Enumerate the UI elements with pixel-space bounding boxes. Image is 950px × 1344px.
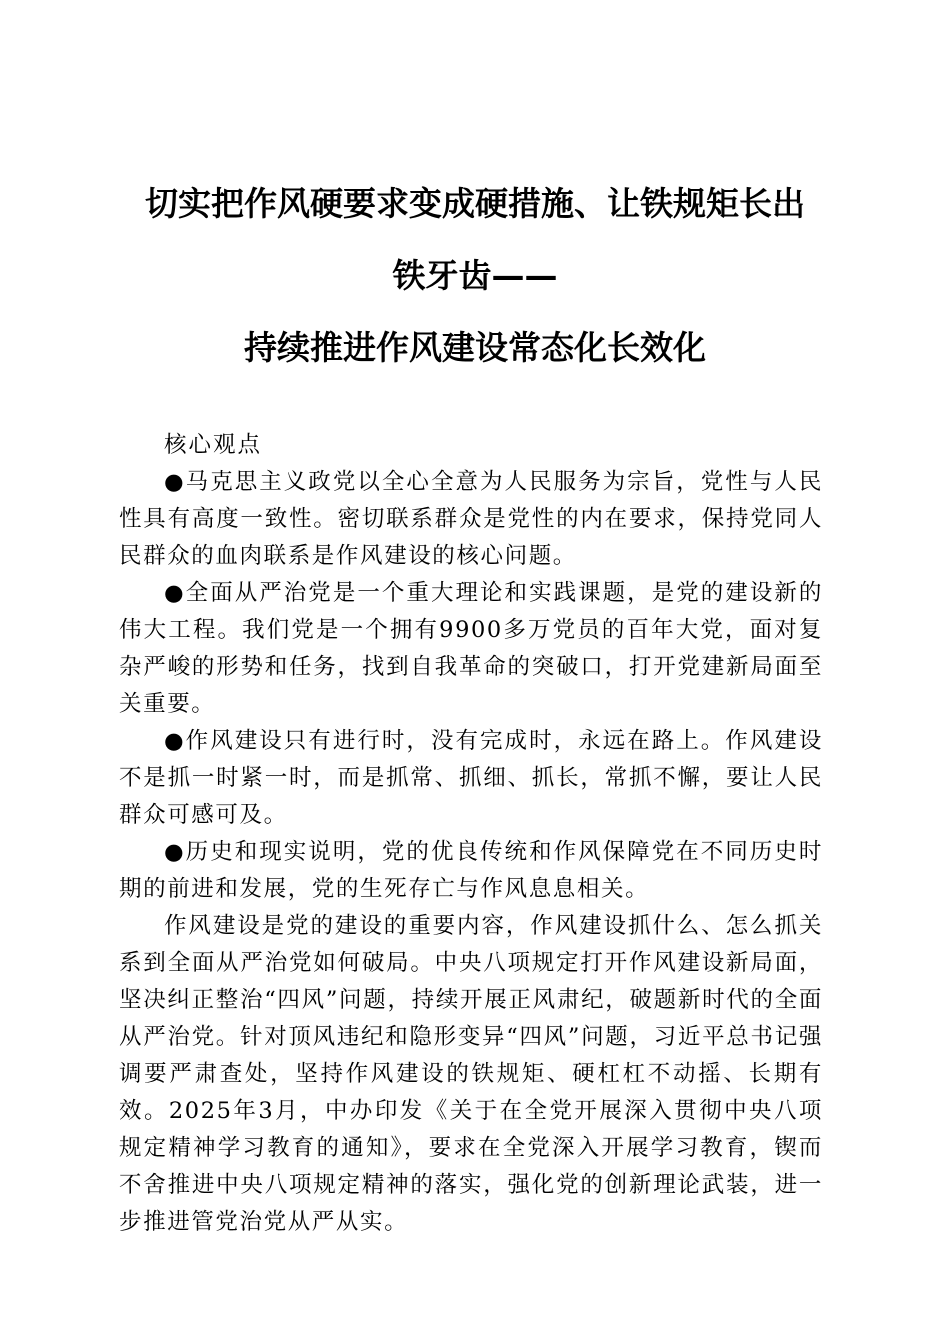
- section-heading: 核心观点: [164, 432, 263, 458]
- key-point-4: ●历史和现实说明，党的优良传统和作风保障党在不同历史时期的前进和发展，党的生死存亡与作风息息相关。: [119, 839, 823, 902]
- key-point-1: ●马克思主义政党以全心全意为人民服务为宗旨，党性与人民性具有高度一致性。密切联系群众是党性的内在要求，保持党同人民群众的血肉联系是作风建设的核心问题。: [119, 469, 823, 569]
- title-line-1: 切实把作风硬要求变成硬措施、让铁规矩长出: [145, 184, 805, 223]
- body-paragraph: 作风建设是党的建设的重要内容，作风建设抓什么、怎么抓关系到全面从严治党如何破局。中央八项规定打开作风建设新局面，坚决纠正整治“四风”问题，持续开展正风肃纪，破题新时代的全面从严治党。针对顶风违纪和隐形变异“四风”问题，习近平总书记强调要严肃查处，坚持作风建设的铁规矩、硬杠杠不动摇、长期有效。2025年3月，中办印发《关于在全党开展深入贯彻中央八项规定精神学习教育的通知》，要求在全党深入开展学习教育，锲而不舍推进中央八项规定精神的落实，强化党的创新理论武装，进一步推进管党治党从严从实。: [119, 913, 823, 1235]
- key-point-2: ●全面从严治党是一个重大理论和实践课题，是党的建设新的伟大工程。我们党是一个拥有9900多万党员的百年大党，面对复杂严峻的形势和任务，找到自我革命的突破口，打开党建新局面至关重要。: [119, 580, 823, 717]
- title-line-2: 铁牙齿——: [392, 256, 558, 295]
- title-line-3: 持续推进作风建设常态化长效化: [244, 328, 706, 367]
- key-point-3: ●作风建设只有进行时，没有完成时，永远在路上。作风建设不是抓一时紧一时，而是抓常、抓细、抓长，常抓不懈，要让人民群众可感可及。: [119, 728, 823, 828]
- document-body: [119, 427, 823, 1241]
- document-title: [100, 168, 850, 384]
